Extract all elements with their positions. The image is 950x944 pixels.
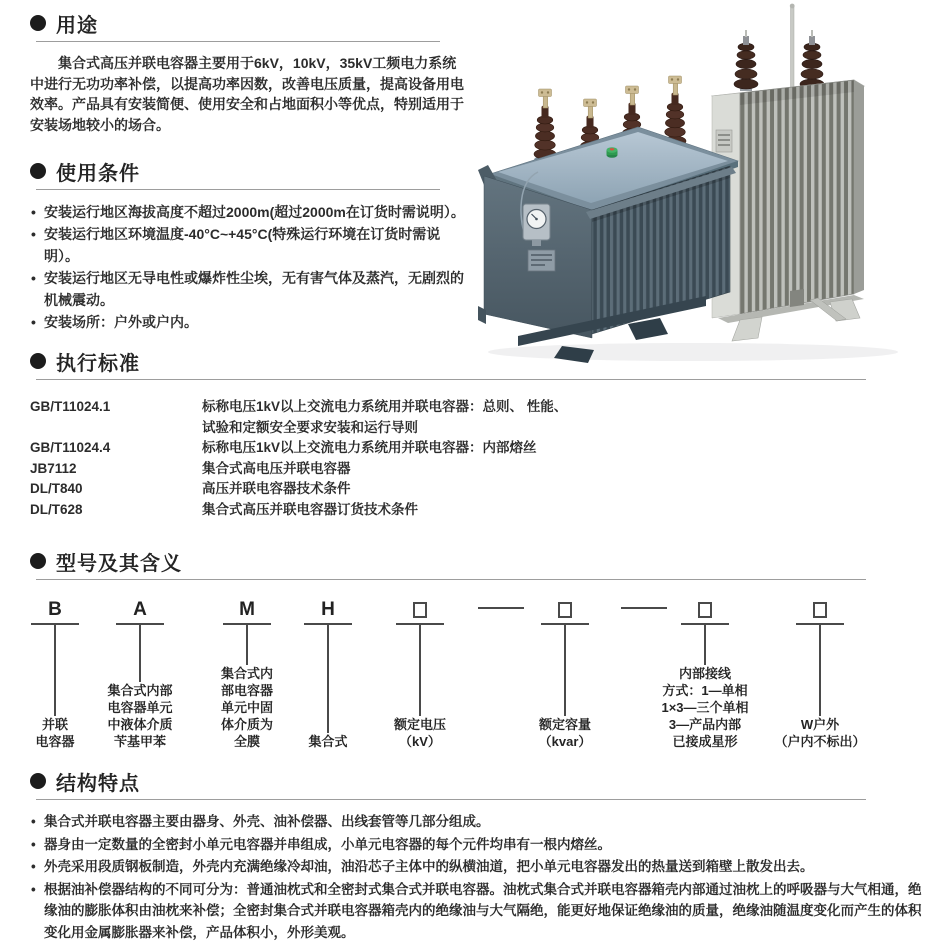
section-title-standards: 执行标准	[56, 352, 140, 375]
model-label: 额定容量 （kvar）	[538, 717, 592, 749]
model-box-symbol	[413, 602, 427, 618]
section-bullet-icon	[30, 773, 46, 789]
model-column-5	[355, 594, 485, 750]
model-separator-dash	[478, 607, 524, 609]
model-symbol	[413, 594, 427, 619]
model-connector-line	[704, 625, 706, 665]
model-connector-line	[819, 625, 821, 716]
standard-code: DL/T628	[30, 501, 83, 517]
section-title-model: 型号及其含义	[56, 552, 182, 575]
standard-description: 高压并联电容器技术条件	[202, 481, 351, 496]
section-divider	[36, 41, 440, 42]
model-label: 额定电压 （kV）	[393, 717, 446, 749]
section-structure	[30, 768, 927, 944]
model-label: W户外 （户内不标出）	[774, 717, 866, 749]
structure-item: • 根据油补偿器结构的不同可分为：普通油枕式和全密封式集合式并联电容器。油枕式集合式并联电容器箱壳内部通过油枕上的呼吸器与大气相通，绝缘油的膨胀体积由油枕来补偿；全密封集合式并联电容器箱壳内的绝缘油与大气隔绝，能更好地保证绝缘油的质量，绝缘油随温度变化而产生的体积变化用金属膨胀器来补偿，产品体积小，外形美观。	[30, 879, 927, 944]
section-header	[30, 348, 920, 374]
structure-item: • 外壳采用段质钢板制造，外壳内充满绝缘冷却油，油沿芯子主体中的纵横油道，把小单元电容器发出的热量送到箱壁上散发出去。	[30, 856, 927, 878]
structure-item: • 器身由一定数量的全密封小单元电容器并串组成，小单元电容器的每个元件均串有一根内熔丝。	[30, 834, 927, 856]
section-usage	[30, 10, 466, 135]
standard-description: 标称电压1kV以上交流电力系统用并联电容器：内部熔丝	[202, 440, 537, 455]
section-conditions	[30, 158, 472, 333]
capacitor-units-illustration	[478, 0, 950, 365]
section-bullet-icon	[30, 15, 46, 31]
structure-item: • 集合式并联电容器主要由器身、外壳、油补偿器、出线套管等几部分组成。	[30, 811, 927, 833]
model-column-6	[500, 594, 630, 750]
model-connector-line	[327, 625, 329, 733]
model-symbol: B	[48, 599, 62, 620]
section-divider	[36, 579, 866, 580]
standard-code: DL/T840	[30, 481, 83, 496]
model-symbol	[813, 594, 827, 619]
section-header	[30, 548, 920, 574]
model-connector-line	[139, 625, 141, 682]
model-connector-line	[419, 625, 421, 716]
section-divider	[36, 189, 440, 190]
conditions-list	[30, 201, 472, 333]
model-symbol	[698, 594, 712, 619]
model-label: 内部接线 方式：1—单相 1×3—三个单相 3—产品内部 已接成星形	[661, 666, 749, 749]
model-designation-diagram	[30, 594, 920, 750]
section-title-usage: 用途	[56, 14, 98, 37]
structure-list	[30, 811, 927, 943]
model-label: 集合式	[308, 734, 348, 749]
standard-code: GB/T11024.1	[30, 399, 111, 414]
standard-description: 集合式高压并联电容器订货技术条件	[202, 501, 418, 517]
condition-item: • 安装运行地区海拔高度不超过2000m(超过2000m在订货时需说明）。	[30, 201, 472, 223]
section-title-conditions: 使用条件	[56, 162, 140, 185]
section-header	[30, 10, 466, 36]
model-box-symbol	[698, 602, 712, 618]
standard-code: JB7112	[30, 460, 77, 476]
section-model	[30, 548, 920, 750]
condition-item: • 安装运行地区无导电性或爆炸性尘埃，无有害气体及蒸汽，无剧烈的机械震动。	[30, 267, 472, 311]
model-box-symbol	[558, 602, 572, 618]
section-divider	[36, 379, 866, 380]
model-symbol	[558, 594, 572, 619]
section-bullet-icon	[30, 163, 46, 179]
model-label: 并联 电容器	[35, 717, 75, 749]
model-column-8	[755, 594, 885, 750]
model-connector-line	[246, 625, 248, 665]
model-separator-dash	[621, 607, 667, 609]
condition-item: • 安装运行地区环境温度-40°C~+45°C(特殊运行环境在订货时需说明）。	[30, 223, 472, 267]
section-bullet-icon	[30, 353, 46, 369]
model-symbol: H	[321, 599, 335, 620]
model-symbol: M	[239, 599, 255, 620]
model-connector-line	[564, 625, 566, 716]
section-standards	[30, 348, 920, 520]
model-connector-line	[54, 625, 56, 716]
model-symbol: A	[133, 599, 147, 620]
model-label: 集合式内部 电容器单元 中液体介质 苄基甲苯	[107, 683, 173, 749]
section-title-structure: 结构特点	[56, 772, 140, 795]
usage-paragraph: 集合式高压并联电容器主要用于6kV，10kV，35kV工频电力系统中进行无功功率补偿，以提高功率因数，改善电压质量，提高设备用电效率。产品具有安装简便、使用安全和占地面积小等优点，特别适用于安装场地较小的场合。	[30, 55, 464, 133]
model-label: 集合式内 部电容器 单元中固 体介质为 全膜	[220, 666, 273, 749]
model-box-symbol	[813, 602, 827, 618]
standard-code: GB/T11024.4	[30, 440, 111, 455]
model-column-7	[640, 594, 770, 750]
section-divider	[36, 799, 866, 800]
section-header	[30, 768, 927, 794]
left-capacitor-unit	[478, 76, 738, 363]
section-bullet-icon	[30, 553, 46, 569]
standards-table	[30, 397, 920, 520]
standard-description: 集合式高电压并联电容器	[202, 460, 351, 476]
product-photo	[478, 0, 950, 365]
condition-item: • 安装场所：户外或户内。	[30, 311, 472, 333]
standard-description: 标称电压1kV以上交流电力系统用并联电容器：总则、 性能、 试验和定额安全要求安装和运行导则	[202, 399, 568, 435]
section-header	[30, 158, 472, 184]
